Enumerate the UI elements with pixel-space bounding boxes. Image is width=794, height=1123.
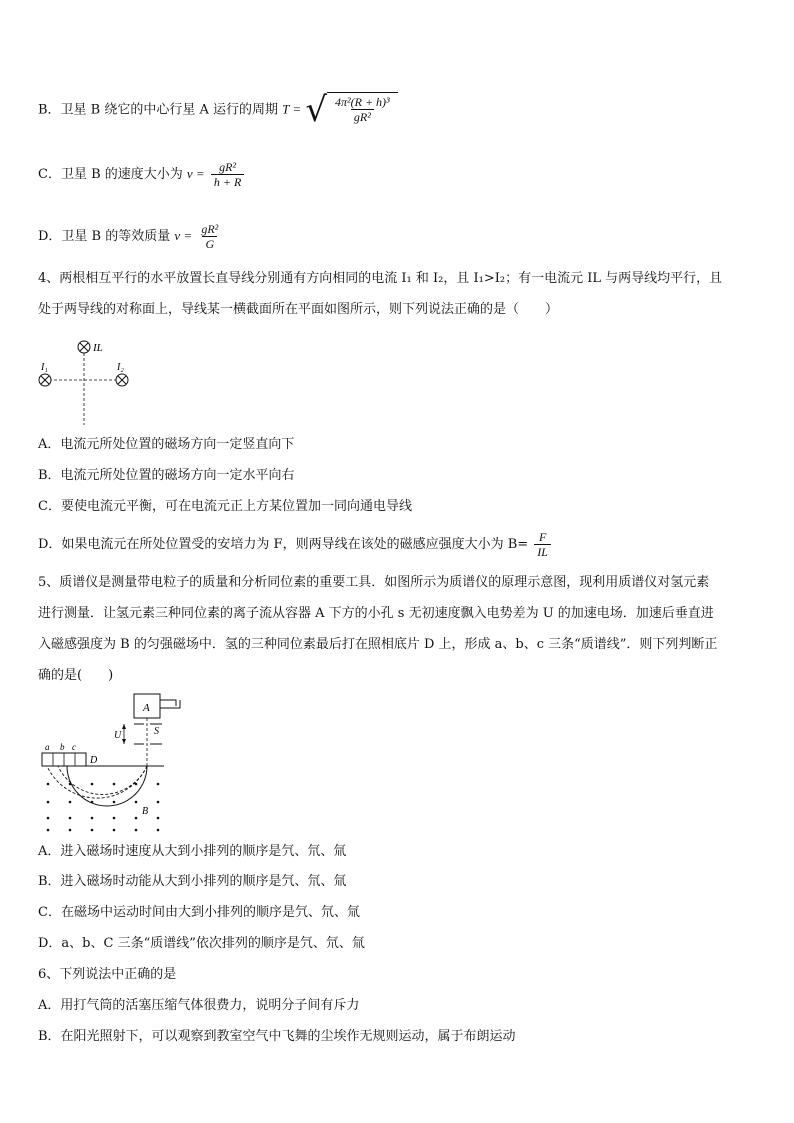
label-line-a: a	[45, 742, 50, 752]
q5-mass-spectrometer-figure	[36, 690, 186, 835]
q5-stem-line-4: 确的是( )	[38, 668, 114, 683]
q4-option-a: A．电流元所处位置的磁场方向一定竖直向下	[38, 437, 295, 452]
label-slit-s: S	[154, 726, 159, 737]
q4-figure	[36, 335, 146, 427]
q5-stem-line-3: 入磁感强度为 B 的匀强磁场中．氢的三种同位素最后打在照相底片 D 上，形成 a、b、c 三条“质谱线”．则下列判断正	[38, 637, 718, 652]
label-line-c: c	[72, 742, 76, 752]
q3-option-b	[38, 92, 398, 128]
q3-option-b-sqrt: √ $\frac{\text{4π²(R + h)³}}{\text{gR²}}$	[305, 92, 397, 128]
label-i2: I₂	[117, 362, 124, 373]
q6-stem: 6、下列说法中正确的是	[38, 967, 177, 982]
q4-option-d	[38, 530, 553, 559]
q4-option-d-text: D．如果电流元在所处位置受的安培力为 F，则两导线在该处的磁感应强度大小为 B=	[38, 537, 529, 552]
label-i1: I₁	[41, 362, 48, 373]
q3-option-b-denominator: gR²	[351, 109, 374, 124]
q4-option-d-numerator: F	[538, 530, 547, 544]
q4-option-c: C．要使电流元平衡，可在电流元正上方某位置加一同向通电导线	[38, 499, 412, 514]
wire-i2-symbol	[116, 374, 128, 386]
q3-option-b-numerator: 4π²(R + h)³	[335, 95, 390, 109]
label-line-b: b	[60, 742, 65, 752]
q5-option-d: D．a、b、C 三条“质谱线”依次排列的顺序是氕、氘、氚	[38, 936, 365, 951]
q3-option-c	[38, 160, 246, 189]
q3-option-d	[38, 222, 223, 251]
q4-stem-line-1: 4、两根相互平行的水平放置长直导线分别通有方向相同的电流 I₁ 和 I₂，且 I₁>I₂；有一电流元 IL 与两导线均平行，且	[38, 271, 723, 286]
wire-i1-symbol	[39, 374, 51, 386]
q4-option-b: B．电流元所处位置的磁场方向一定水平向右	[38, 468, 295, 483]
label-il: IL	[93, 342, 103, 354]
q4-option-d-denominator: IL	[534, 544, 551, 559]
q6-option-b: B．在阳光照射下，可以观察到教室空气中飞舞的尘埃作无规则运动，属于布朗运动	[38, 1029, 516, 1044]
q3-option-d-text: D．卫星 B 的等效质量	[38, 229, 171, 244]
q5-stem-line-1: 5、质谱仪是测量带电粒子的质量和分析同位素的重要工具．如图所示为质谱仪的原理示意图，现利用质谱仪对氢元素	[38, 575, 710, 590]
q3-option-d-denominator: G	[202, 236, 217, 251]
label-film-d: D	[90, 755, 98, 766]
label-voltage-u: U	[114, 730, 122, 741]
current-element-il-symbol	[78, 341, 90, 353]
label-field-b: B	[142, 806, 149, 817]
q5-option-c: C．在磁场中运动时间由大到小排列的顺序是氕、氘、氚	[38, 905, 360, 920]
q5-stem-line-2: 进行测量．让氢元素三种同位素的离子流从容器 A 下方的小孔 s 无初速度飘入电势差为 U 的加速电场．加速后垂直进	[38, 606, 714, 621]
q5-option-b: B．进入磁场时动能从大到小排列的顺序是氕、氘、氚	[38, 874, 347, 889]
q3-option-b-lhs: T =	[282, 101, 302, 117]
q3-option-c-numerator: gR²	[219, 160, 237, 174]
q3-option-d-lhs: v =	[174, 228, 193, 243]
label-container-a: A	[143, 702, 150, 714]
q3-option-d-numerator: gR²	[201, 222, 219, 236]
q4-stem-line-2: 处于两导线的对称面上，导线某一横截面所在平面如图所示，则下列说法正确的是（ ）	[38, 302, 559, 317]
q3-option-c-denominator: h + R	[211, 174, 244, 189]
q3-option-b-text: B．卫星 B 绕它的中心行星 A 运行的周期	[38, 102, 279, 118]
q5-option-a: A．进入磁场时速度从大到小排列的顺序是氕、氘、氚	[38, 844, 347, 859]
q6-option-a: A．用打气筒的活塞压缩气体很费力，说明分子间有斥力	[38, 998, 360, 1013]
q3-option-c-lhs: v =	[186, 166, 205, 181]
q3-option-c-text: C．卫星 B 的速度大小为	[38, 167, 183, 182]
